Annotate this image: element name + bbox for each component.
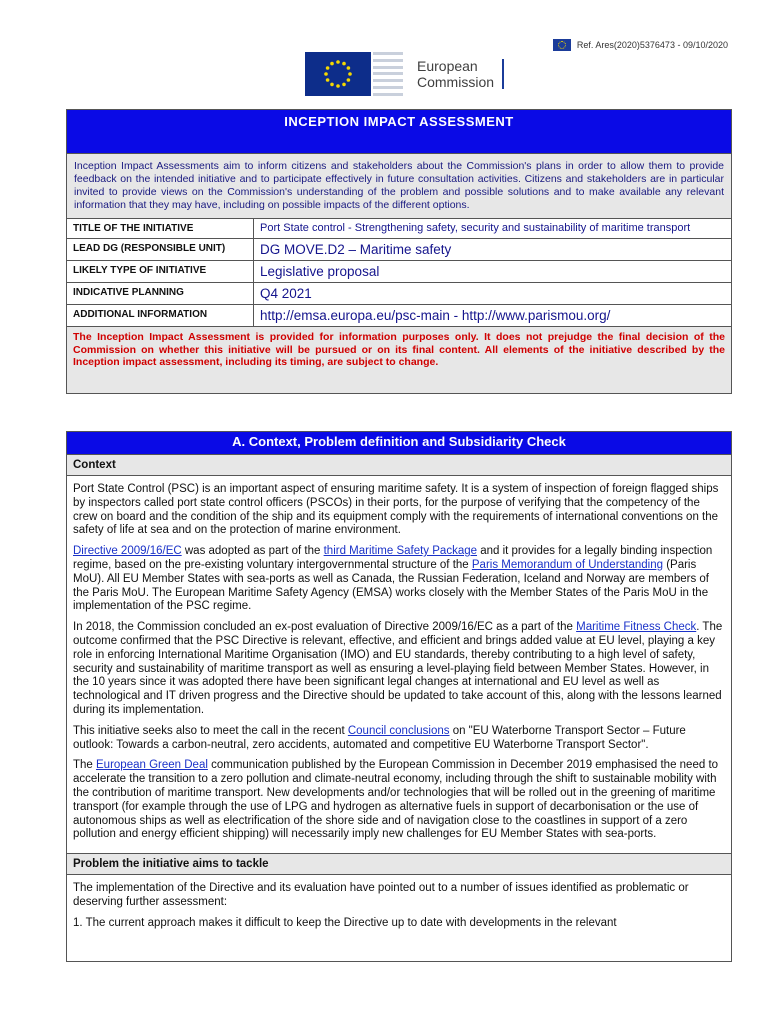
- intro-text: Inception Impact Assessments aim to inform citizens and stakeholders about the Commission's plans in order to allow them to provide feedback on the intended initiative and to participate effectively in future consultation activities. Citizens and stakeholders are in particular invited to provide views on the Commission's understanding of the problem and possible solutions and to make available any relevant information that they may have, including on possible impacts of the different options.: [67, 154, 732, 219]
- paragraph: In 2018, the Commission concluded an ex-post evaluation of Directive 2009/16/EC as a part of the Maritime Fitness Check. The outcome confirmed that the PSC Directive is relevant, effective, and efficient and brings added value at EU level, playing a key role in enforcing International Maritime Organisation (IMO) and EU standards, thereby contributing to a high level of safety, security and sustainability of maritime transport as well as ensuring a level-playing field between Member States. However, in the 10 years since it was adopted there have been significant legal changes at international and EU level as well as technological and IT driven progress and the Directive should be updated to take account of this, along with the lessons learned during its implementation.: [73, 621, 723, 716]
- paragraph: The implementation of the Directive and its evaluation have pointed out to a number of issues identified as problematic or deserving further assessment:: [73, 882, 689, 908]
- context-body: [67, 476, 732, 854]
- table-row: [67, 239, 732, 261]
- row-label: ADDITIONAL INFORMATION: [67, 305, 254, 327]
- eu-flag-icon: [305, 52, 371, 96]
- inception-table: [66, 109, 732, 394]
- row-label: LIKELY TYPE OF INITIATIVE: [67, 261, 254, 283]
- table-row: [67, 261, 732, 283]
- row-value: DG MOVE.D2 – Maritime safety: [254, 239, 732, 261]
- maritime-safety-package-link[interactable]: third Maritime Safety Package: [323, 545, 478, 558]
- paragraph: Directive 2009/16/EC was adopted as part of the third Maritime Safety Package and it provides for a legally binding inspection regime, based on the pre-existing voluntary intergovernmental structure of the Paris Memorandum of Understanding (Paris MoU). All EU Member States with sea-ports as well as Canada, the Russian Federation, Iceland and Norway are members of the Paris MoU. The European Maritime Safety Agency (EMSA) works closely with the Member States of the Paris MoU in the implementation of the PSC regime.: [73, 545, 713, 613]
- paragraph: The European Green Deal communication published by the European Commission in December 2019 emphasised the need to accelerate the transition to a zero pollution and climate-neutral economy, including through the shift to sustainable mobility with the contribution of maritime transport. New developments and/or technologies that will be rolled out in the greening of maritime transport (for example through the use of LPG and hydrogen as alternative fuels in support of decarbonisation or the use of autonomous ships as well as electrification of the shore side and of navigation close to the coastlines in support of a zero pollution and energy efficient shipping) will necessarily imply new challenges for EU Member States with sea-ports.: [73, 759, 719, 841]
- directive-link[interactable]: Directive 2009/16/EC: [73, 545, 182, 558]
- paris-mou-link[interactable]: Paris Memorandum of Understanding: [471, 558, 664, 571]
- table-row: [67, 219, 732, 239]
- table-row: [67, 305, 732, 327]
- fitness-check-link[interactable]: Maritime Fitness Check: [576, 621, 697, 634]
- section-a-title: A. Context, Problem definition and Subsidiarity Check: [67, 432, 732, 455]
- paragraph: Port State Control (PSC) is an important aspect of ensuring maritime safety. It is a system of inspection of foreign flagged ships by inspectors called port state control officers (PSCOs) in their ports, for the purpose of verifying that the competency of the crew on board and the condition of the ship and its equipment comply with the requirements of international conventions on the safety of life at sea and on the protection of marine environment.: [73, 483, 719, 537]
- logo-text: European Commission: [417, 58, 495, 90]
- row-label: LEAD DG (RESPONSIBLE UNIT): [67, 239, 254, 261]
- inception-title: INCEPTION IMPACT ASSESSMENT: [67, 110, 732, 154]
- row-label: INDICATIVE PLANNING: [67, 283, 254, 305]
- logo-stripes: [373, 52, 403, 96]
- section-a-table: [66, 431, 732, 962]
- european-commission-logo: [305, 52, 504, 96]
- row-label: TITLE OF THE INITIATIVE: [67, 219, 254, 239]
- paragraph: 1. The current approach makes it difficult to keep the Directive up to date with developments in the relevant: [73, 916, 617, 929]
- green-deal-link[interactable]: European Green Deal: [96, 759, 208, 772]
- problem-body: [67, 875, 732, 962]
- row-value: Port State control - Strengthening safety, security and sustainability of maritime transport: [254, 219, 732, 239]
- disclaimer-text: The Inception Impact Assessment is provided for information purposes only. It does not prejudge the final decision of the Commission on whether this initiative will be pursued or on its final content. All elements of the initiative described by the Inception impact assessment, including its timing, are subject to change.: [67, 327, 732, 394]
- row-value: Legislative proposal: [254, 261, 732, 283]
- eu-flag-icon: [553, 39, 571, 51]
- additional-info-links[interactable]: http://emsa.europa.eu/psc-main - http://www.parismou.org/: [254, 305, 732, 327]
- reference-text: Ref. Ares(2020)5376473 - 09/10/2020: [576, 40, 728, 50]
- reference-line: [553, 39, 728, 51]
- council-conclusions-link[interactable]: Council conclusions: [347, 724, 450, 737]
- logo-divider: [502, 59, 504, 89]
- context-heading: Context: [67, 455, 732, 476]
- paragraph: This initiative seeks also to meet the call in the recent Council conclusions on "EU Waterborne Transport Sector – Future outlook: Towards a carbon-neutral, zero accidents, automated and competitive EU Waterborne Transport Sector".: [73, 724, 686, 751]
- problem-heading: Problem the initiative aims to tackle: [67, 854, 732, 875]
- row-value: Q4 2021: [254, 283, 732, 305]
- table-row: [67, 283, 732, 305]
